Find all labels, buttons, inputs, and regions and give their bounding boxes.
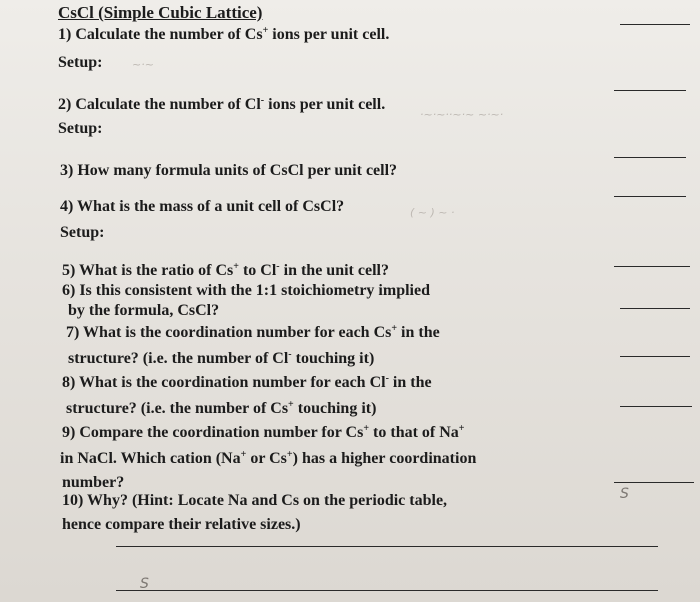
answer-line-2[interactable] <box>614 90 686 91</box>
question-10-line-2: hence compare their relative sizes.) <box>62 516 301 533</box>
setup-label-1: Setup: <box>58 54 103 71</box>
answer-line-1[interactable] <box>620 24 690 25</box>
answer-line-9[interactable] <box>614 482 694 483</box>
answer-line-4[interactable] <box>614 196 686 197</box>
answer-line-3[interactable] <box>614 157 686 158</box>
page-title: CsCl (Simple Cubic Lattice) <box>58 3 263 22</box>
faint-scribble: ·~·~··~·~ ~·~· <box>420 108 504 121</box>
question-3: 3) How many formula units of CsCl per unit cell? <box>60 162 398 179</box>
question-8-line-1: 8) What is the coordination number for each Cl- in the <box>62 373 432 391</box>
answer-line-10a[interactable] <box>116 546 658 547</box>
answer-line-8[interactable] <box>620 406 692 407</box>
question-9-line-2: in NaCl. Which cation (Na+ or Cs+) has a higher coordination <box>60 449 477 467</box>
question-6-line-2: by the formula, CsCl? <box>68 302 220 319</box>
question-5: 5) What is the ratio of Cs+ to Cl- in the unit cell? <box>62 261 389 279</box>
answer-line-5[interactable] <box>614 266 690 267</box>
question-8-line-2: structure? (i.e. the number of Cs+ touching it) <box>66 399 377 417</box>
setup-label-4: Setup: <box>60 224 105 241</box>
answer-line-10b[interactable] <box>116 590 658 591</box>
handwritten-mark: S <box>140 576 149 592</box>
question-6-line-1: 6) Is this consistent with the 1:1 stoichiometry implied <box>62 282 430 299</box>
question-1: 1) Calculate the number of Cs+ ions per unit cell. <box>58 25 390 43</box>
question-9-line-1: 9) Compare the coordination number for Cs+ to that of Na+ <box>62 423 465 441</box>
question-9-line-3: number? <box>62 474 125 491</box>
faint-scribble: ( ~ ) ~ · <box>410 206 455 219</box>
question-7-line-1: 7) What is the coordination number for each Cs+ in the <box>66 323 440 341</box>
question-7-line-2: structure? (i.e. the number of Cl- touching it) <box>68 349 375 367</box>
handwritten-mark: S <box>620 486 629 502</box>
answer-line-6[interactable] <box>620 308 690 309</box>
faint-scribble: ~·~ <box>132 58 154 71</box>
question-10-line-1: 10) Why? (Hint: Locate Na and Cs on the periodic table, <box>62 492 448 509</box>
question-4: 4) What is the mass of a unit cell of CsCl? <box>60 198 345 215</box>
setup-label-2: Setup: <box>58 120 103 137</box>
answer-line-7[interactable] <box>620 356 690 357</box>
question-2: 2) Calculate the number of Cl- ions per unit cell. <box>58 95 386 113</box>
